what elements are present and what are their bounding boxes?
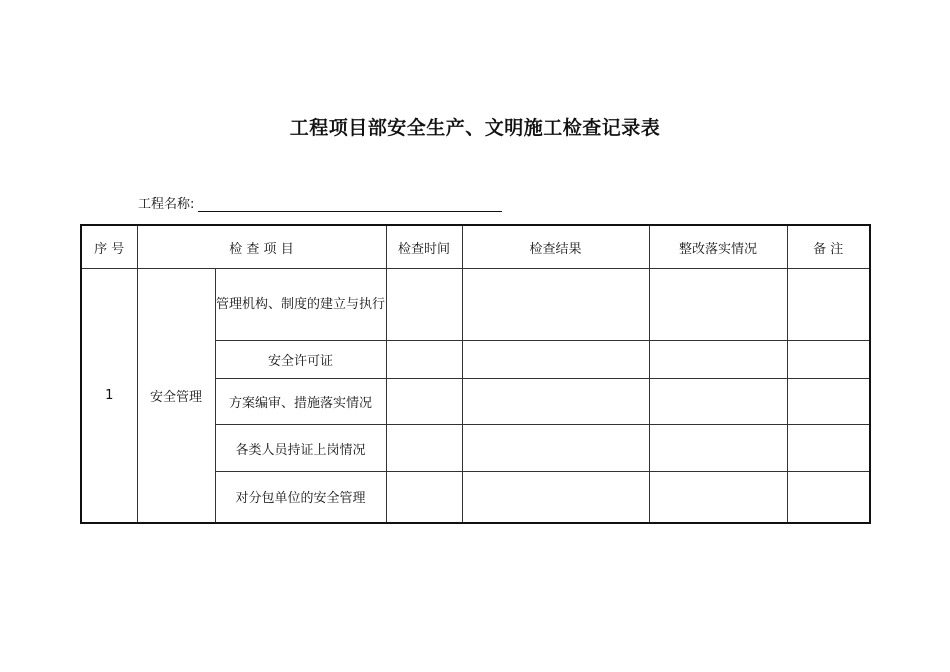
note-cell[interactable]: [787, 341, 870, 379]
header-row: [81, 225, 870, 269]
rectify-cell[interactable]: [649, 269, 787, 341]
note-cell[interactable]: [787, 379, 870, 425]
rectify-cell[interactable]: [649, 379, 787, 425]
project-name-field[interactable]: [198, 197, 502, 212]
item-cell: 管理机构、制度的建立与执行: [215, 269, 386, 341]
time-cell[interactable]: [386, 379, 462, 425]
header-time: 检查时间: [386, 225, 462, 269]
result-cell[interactable]: [462, 379, 649, 425]
inspection-record-table: [80, 224, 871, 524]
document-title: 工程项目部安全生产、文明施工检查记录表: [289, 117, 661, 139]
rectify-cell[interactable]: [649, 425, 787, 472]
item-cell: 对分包单位的安全管理: [215, 472, 386, 523]
header-seq: 序 号: [81, 225, 137, 269]
project-name-line: [138, 193, 502, 212]
note-cell[interactable]: [787, 269, 870, 341]
category-cell: 安全管理: [137, 269, 215, 523]
header-note: 备 注: [787, 225, 870, 269]
item-cell: 各类人员持证上岗情况: [215, 425, 386, 472]
result-cell[interactable]: [462, 341, 649, 379]
seq-cell: 1: [81, 269, 137, 523]
result-cell[interactable]: [462, 269, 649, 341]
rectify-cell[interactable]: [649, 472, 787, 523]
header-result: 检查结果: [462, 225, 649, 269]
item-cell: 方案编审、措施落实情况: [215, 379, 386, 425]
time-cell[interactable]: [386, 341, 462, 379]
header-rectify: 整改落实情况: [649, 225, 787, 269]
table-row: [81, 269, 870, 341]
note-cell[interactable]: [787, 472, 870, 523]
result-cell[interactable]: [462, 472, 649, 523]
project-name-label: 工程名称:: [138, 197, 195, 212]
result-cell[interactable]: [462, 425, 649, 472]
item-cell: 安全许可证: [215, 341, 386, 379]
time-cell[interactable]: [386, 425, 462, 472]
time-cell[interactable]: [386, 269, 462, 341]
rectify-cell[interactable]: [649, 341, 787, 379]
header-item: 检 查 项 目: [137, 225, 386, 269]
note-cell[interactable]: [787, 425, 870, 472]
time-cell[interactable]: [386, 472, 462, 523]
